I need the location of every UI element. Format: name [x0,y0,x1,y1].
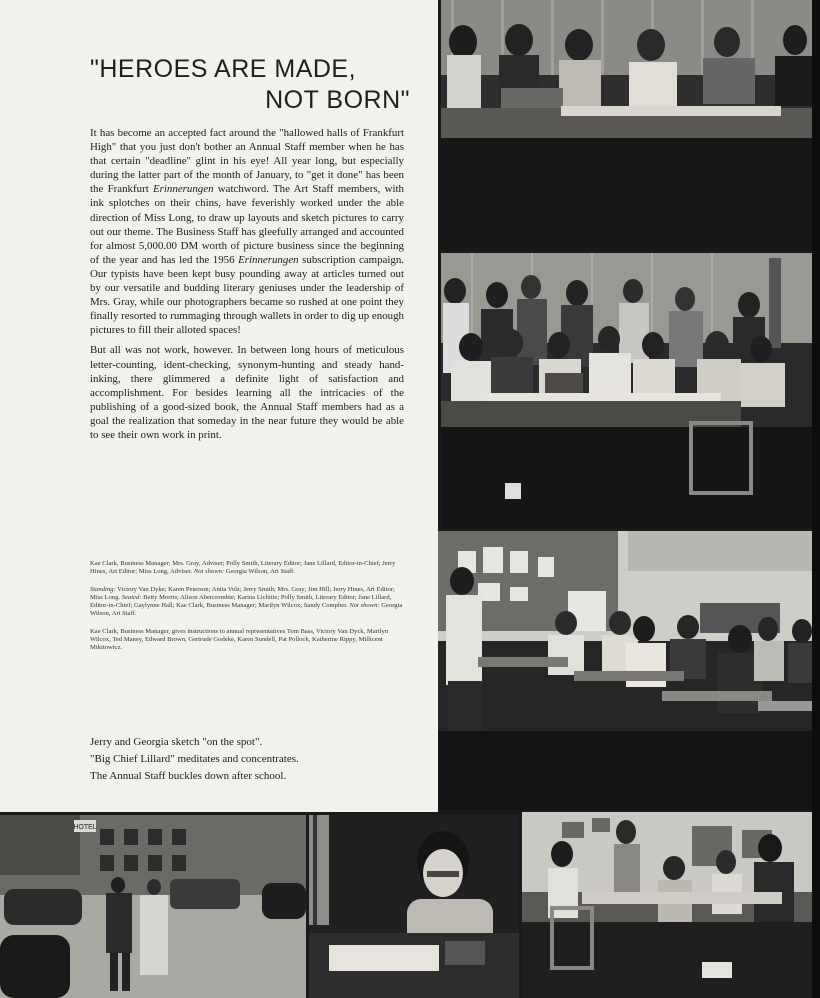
page-edge [812,0,820,998]
caption-1 [90,560,404,577]
caption-2 [90,586,404,619]
caption-3: Kae Clark, Business Manager, gives instructions to annual representatives Tom Bass, Victory Van Dyck, Marilyn Wilcox, Ted Maney, Edward Brown, Gertrude Godeke, Karen Sundell, Pat Pollock, Katherine Rippy, Millicent Mikitowicz. [90,627,389,652]
caption1-text-b: Georgia Wilson, Art Staff. [224,568,295,576]
photo-full-staff-group [441,253,812,528]
caption2-text-a: Victory Van Dyke; Karen Peterson; Anita Volz; Jerry Smith; Mrs. Gray; Jim Hill; Jerry Hines, Art Editor; Miss Long. [90,585,395,601]
caption2-standing: Standing: [90,585,116,593]
photo-street-sketching [0,815,306,998]
hotel-sign: HOTEL [73,824,97,831]
photo-lillard-portrait [309,815,519,998]
photo-caption-2: "Big Chief Lillard" meditates and concentrates. [90,753,299,765]
caption1-notshown: Not shown: [193,568,225,576]
photo-caption-3: The Annual Staff buckles down after school. [90,770,287,782]
caption1-text-a: Kae Clark, Business Manager; Mrs. Gray, Adviser; Polly Smith, Literary Editor; Jane Lillard, Editor-in-Chief; Jerry Hines, Art Editor; Miss Long, Adviser. [90,560,396,576]
caption2-notshown: Not shown: [349,602,380,610]
para1-text-c: subscription campaign. Our typists have been kept busy pounding away at articles turned out by our versatile and budding literary geniuses under the leadership of Mrs. Gray, while our photographers became so rushed at one point they finally resorted to rummaging through wallets in order to dig up enough pictures to fill their alloted spaces! [90,253,404,337]
para1-italic-1: Erinnerungen [153,183,214,196]
caption2-seated: Seated: [121,593,142,601]
caption2-text-c: Georgia Wilson, Art Staff. [90,602,403,618]
text-column [0,0,438,812]
page-title [90,54,410,117]
article-body [90,126,404,448]
article-paragraph-2: But all was not work, however. In between long hours of meticulous letter-counting, ident-checking, synonym-hunting and steady hand-inking, there glimmered a definite light of satisfaction and accomplishment. For besides learning all the intricacies of the publishing of a good-sized book, the Annual Staff members had as a goal the realization that someday in the near future they would be able to see their own work in print. [90,344,404,441]
para1-text-a: It has become an accepted fact around the "hallowed halls of Frankfurt High" that you just don't bother an Annual Staff member when he has that certain "deadline" glint in his eye! All year long, but especially during the latter part of the month of January, to "get it done" has been the Frankfurt [90,127,404,196]
photo-classroom-representatives [438,531,812,810]
photo-editors-table [441,0,812,250]
para1-text-b: watchword. The Art Staff members, with ink splotches on their chins, have feverishly worked under the able direction of Miss Long, to draw up layouts and sketch pictures to carry out our theme. The Business Staff has gleefully arranged and accounted for almost 5,000.00 DM worth of picture business since the beginning of the year and has led the 1956 [90,183,404,266]
title-line-2: NOT BORN" [265,86,410,115]
photo-staff-after-school [522,812,812,998]
title-line-1: "HEROES ARE MADE, [90,55,357,83]
photo-captions [90,734,410,785]
photo-credits [90,560,404,662]
photo-caption-1: Jerry and Georgia sketch "on the spot". [90,736,263,748]
para1-italic-2: Erinnerungen [238,253,299,266]
article-paragraph-1 [90,126,404,337]
caption2-text-b: Betty Morris; Alison Abercrombie; Karina Lichitie; Polly Smith, Literary Editor; Jane Lillard, Editor-in-Chief; Gaylynne Hall; Kae Clark, Business Manager; Marilyn Wilcox; Sandy Compher. [90,593,392,610]
